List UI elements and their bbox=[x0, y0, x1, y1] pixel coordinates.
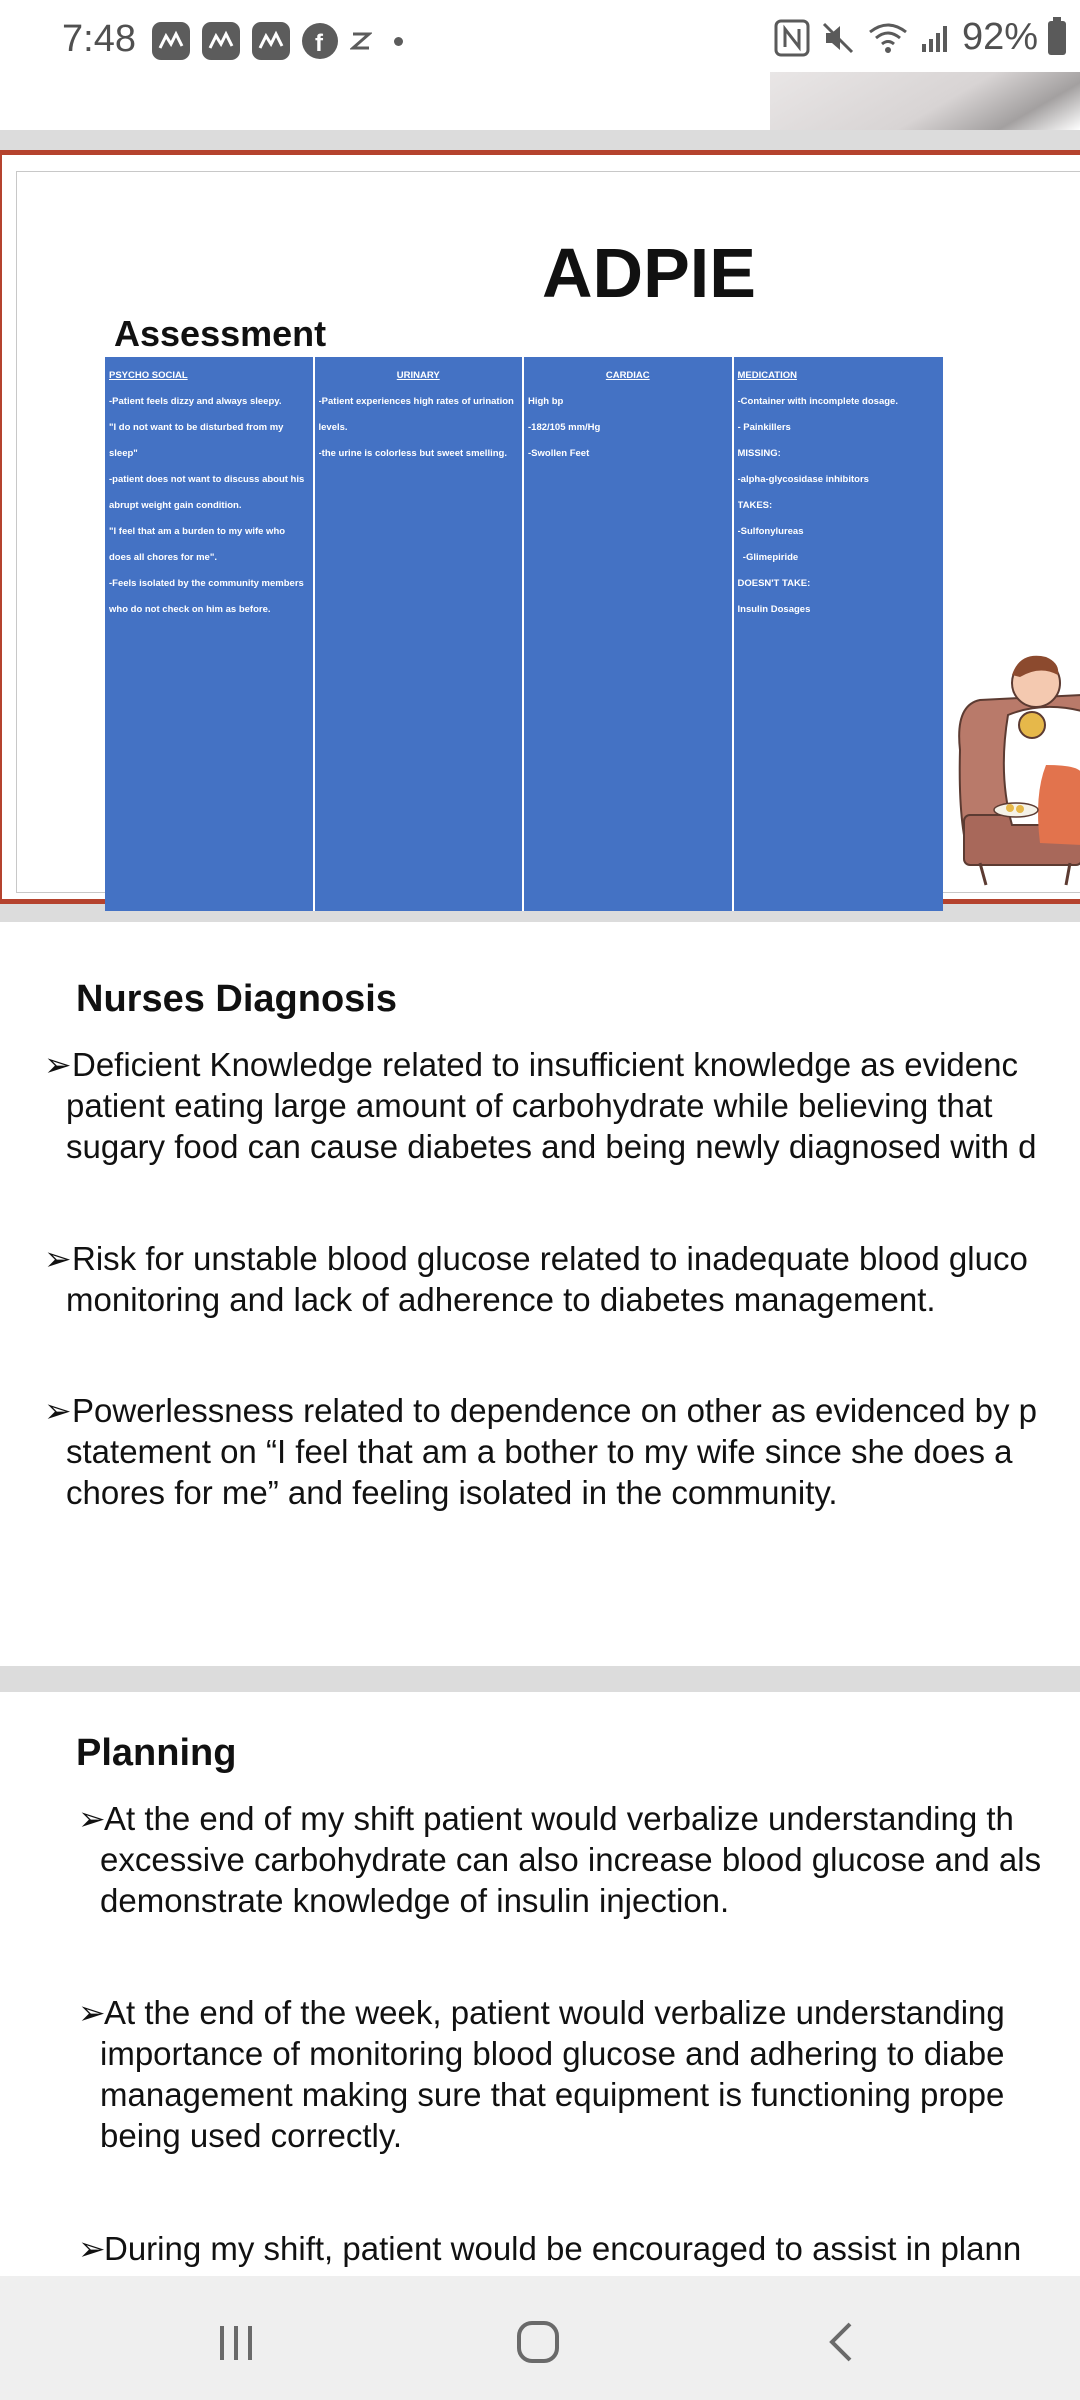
assessment-line: -Feels isolated by the community members bbox=[109, 578, 304, 589]
assessment-line: -182/105 mm/Hg bbox=[528, 422, 601, 433]
assessment-line: -patient does not want to discuss about his bbox=[109, 474, 305, 485]
battery-percent: 92% bbox=[961, 16, 1038, 58]
signal-icon bbox=[920, 22, 952, 54]
assessment-column-medication bbox=[734, 357, 944, 911]
bullet-line: management making sure that equipment is functioning prope bbox=[100, 2076, 1005, 2113]
assessment-line: abrupt weight gain condition. bbox=[109, 500, 242, 511]
column-header: MEDICATION bbox=[737, 370, 797, 381]
assessment-column-psychosocial bbox=[105, 357, 315, 911]
assessment-line: who do not check on him as before. bbox=[109, 604, 271, 615]
arrow-bullet-icon: ➢ bbox=[78, 1800, 106, 1837]
bullet-line: statement on “I feel that am a bother to my wife since she does a bbox=[66, 1433, 1013, 1470]
arrow-bullet-icon: ➢ bbox=[44, 1046, 72, 1083]
nfc-icon bbox=[774, 19, 810, 57]
planning-heading: Planning bbox=[76, 1732, 237, 1774]
status-time: 7:48 bbox=[62, 18, 136, 60]
assessment-line: - Painkillers bbox=[737, 422, 791, 433]
assessment-line: -Sulfonylureas bbox=[737, 526, 804, 537]
diagnosis-bullet bbox=[44, 1044, 1037, 1167]
assessment-line: -Swollen Feet bbox=[528, 448, 590, 459]
notification-icons bbox=[152, 22, 403, 60]
bullet-line: Risk for unstable blood glucose related to inadequate blood gluco bbox=[72, 1240, 1028, 1277]
back-icon bbox=[820, 2320, 864, 2364]
arrow-bullet-icon: ➢ bbox=[78, 2230, 106, 2267]
assessment-line: -Glimepiride bbox=[737, 552, 799, 563]
bullet-line: importance of monitoring blood glucose and adhering to diabe bbox=[100, 2035, 1005, 2072]
system-icons bbox=[774, 16, 1066, 59]
assessment-line: MISSING: bbox=[737, 448, 781, 459]
home-icon bbox=[514, 2318, 562, 2366]
assessment-line: High bp bbox=[528, 396, 564, 407]
slide-nurses-diagnosis[interactable] bbox=[0, 922, 1080, 1666]
wifi-icon bbox=[866, 20, 910, 56]
planning-bullet bbox=[78, 2228, 1022, 2269]
column-header: CARDIAC bbox=[605, 370, 650, 381]
home-button[interactable] bbox=[508, 2312, 568, 2372]
bullet-line: being used correctly. bbox=[100, 2117, 403, 2154]
planning-bullet bbox=[78, 1992, 1005, 2156]
slide-planning[interactable] bbox=[0, 1692, 1080, 2276]
bullet-line: monitoring and lack of adherence to diabetes management. bbox=[66, 1281, 936, 1318]
bullet-line: sugary food can cause diabetes and being newly diagnosed with d bbox=[66, 1128, 1037, 1165]
assessment-column-urinary bbox=[315, 357, 525, 911]
dot-icon bbox=[394, 37, 403, 46]
arrow-bullet-icon: ➢ bbox=[44, 1240, 72, 1277]
assessment-line: -Patient experiences high rates of urination bbox=[318, 396, 514, 407]
assessment-line: -Container with incomplete dosage. bbox=[737, 396, 898, 407]
assessment-line: -the urine is colorless but sweet smelling. bbox=[318, 448, 507, 459]
app-badge-icon bbox=[152, 22, 190, 60]
assessment-table bbox=[105, 357, 943, 911]
arrow-bullet-icon: ➢ bbox=[78, 1994, 106, 2031]
assessment-line: -alpha-glycosidase inhibitors bbox=[737, 474, 869, 485]
assessment-line: TAKES: bbox=[737, 500, 773, 511]
assessment-line: levels. bbox=[318, 422, 348, 433]
recent-apps-icon bbox=[214, 2320, 258, 2364]
bullet-line: At the end of the week, patient would verbalize understanding bbox=[104, 1994, 1005, 2031]
battery-icon bbox=[1048, 21, 1066, 55]
bullet-line: Deficient Knowledge related to insufficient knowledge as evidenc bbox=[72, 1046, 1018, 1083]
assessment-line: -Patient feels dizzy and always sleepy. bbox=[109, 396, 282, 407]
app-badge-icon bbox=[202, 22, 240, 60]
bullet-line: During my shift, patient would be encouraged to assist in plann bbox=[104, 2230, 1022, 2267]
assessment-line: does all chores for me". bbox=[109, 552, 217, 563]
diagnosis-bullet bbox=[44, 1238, 1028, 1320]
bullet-line: demonstrate knowledge of insulin injection. bbox=[100, 1882, 730, 1919]
slide-assessment[interactable] bbox=[0, 150, 1080, 904]
assessment-line: "I feel that am a burden to my wife who bbox=[109, 526, 286, 537]
app-badge-icon bbox=[252, 22, 290, 60]
diagnosis-bullet bbox=[44, 1390, 1037, 1513]
assessment-heading: Assessment bbox=[114, 313, 327, 354]
status-bar bbox=[0, 0, 1080, 72]
zap-icon bbox=[350, 26, 372, 56]
bullet-line: At the end of my shift patient would verbalize understanding th bbox=[104, 1800, 1014, 1837]
assessment-line: DOESN'T TAKE: bbox=[737, 578, 811, 589]
planning-bullet bbox=[78, 1798, 1042, 1921]
bullet-line: Powerlessness related to dependence on other as evidenced by p bbox=[72, 1392, 1037, 1429]
back-button[interactable] bbox=[812, 2312, 872, 2372]
patient-illustration bbox=[950, 525, 1080, 895]
facebook-icon bbox=[302, 23, 338, 59]
assessment-line: sleep" bbox=[109, 448, 138, 459]
column-header: URINARY bbox=[396, 370, 440, 381]
assessment-line: "I do not want to be disturbed from my bbox=[109, 422, 284, 433]
assessment-line: Insulin Dosages bbox=[737, 604, 811, 615]
slide-title: ADPIE bbox=[542, 234, 756, 312]
mute-icon bbox=[820, 20, 856, 56]
bullet-line: patient eating large amount of carbohydrate while believing that bbox=[66, 1087, 993, 1124]
navigation-bar bbox=[0, 2276, 1080, 2400]
assessment-column-cardiac bbox=[524, 357, 734, 911]
column-header: PSYCHO SOCIAL bbox=[109, 370, 188, 381]
diagnosis-heading: Nurses Diagnosis bbox=[76, 978, 397, 1020]
bullet-line: chores for me” and feeling isolated in the community. bbox=[66, 1474, 838, 1511]
svg-text:f: f bbox=[315, 30, 323, 57]
recent-apps-button[interactable] bbox=[206, 2312, 266, 2372]
previous-slide-image bbox=[770, 72, 1080, 130]
bullet-line: excessive carbohydrate can also increase blood glucose and als bbox=[100, 1841, 1042, 1878]
arrow-bullet-icon: ➢ bbox=[44, 1392, 72, 1429]
